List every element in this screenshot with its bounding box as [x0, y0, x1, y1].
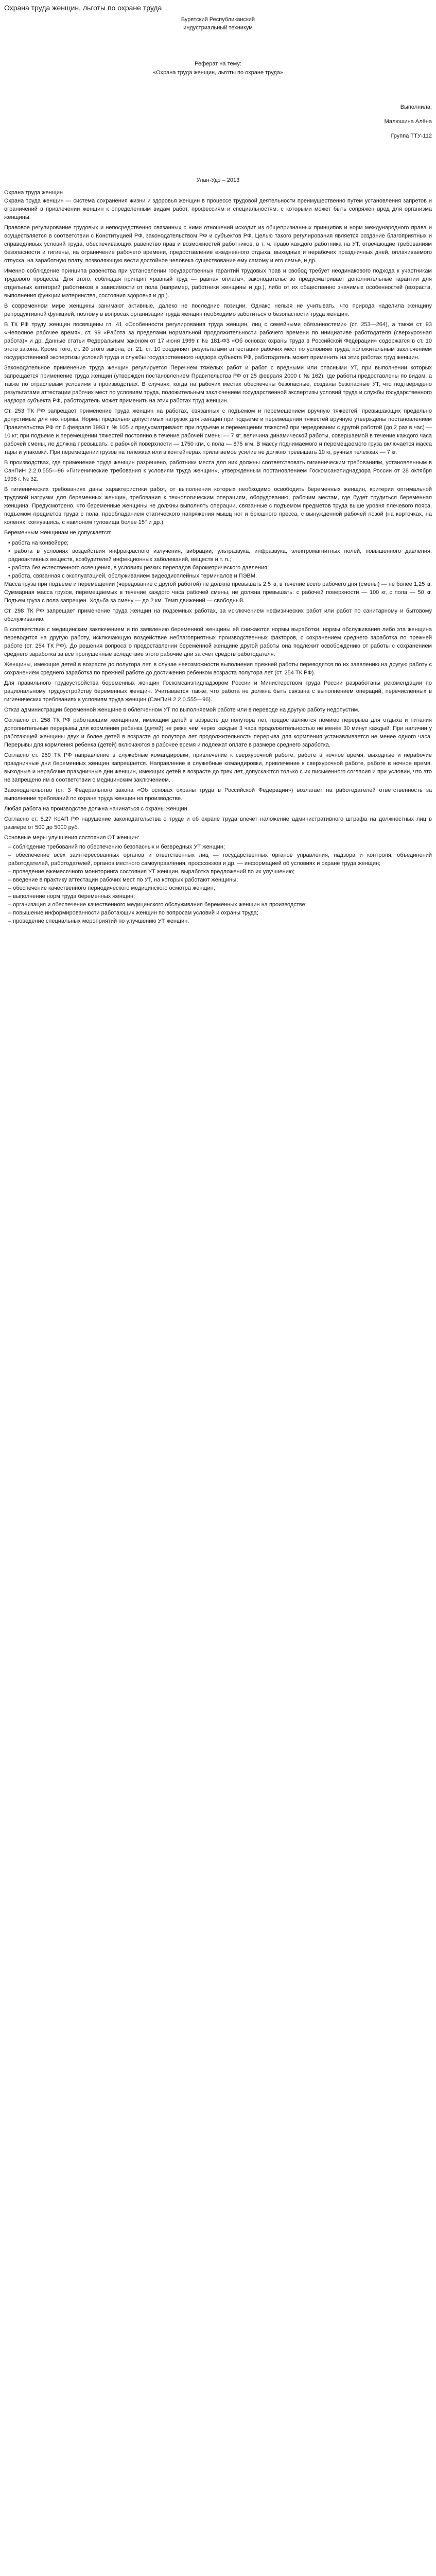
list-item: – выполнение норм труда беременных женщин;: [8, 893, 135, 900]
author-name: Малюшина Алёна: [384, 118, 432, 125]
paragraph: Для правильного трудоустройства беременных женщин Госкомсанэпиднадзором России и Министерством труда России разработаны рекомендации по рациональному трудоустройству беременных женщин. Учитывается также, что работа не должна быть связана с выполнением операций, перечисленных в гигиенических требованиях к условиям труда женщин (СанПиН 2.2.0.555—96).: [4, 680, 432, 703]
document-title: Охрана труда женщин, льготы по охране труда: [4, 4, 162, 12]
paragraph: Беременным женщинам не допускается:: [4, 530, 112, 536]
paragraph: Законодательство (ст. 3 Федерального закона «Об основах охраны труда в Российской Федерации») возлагает на работодателей ответственность за выполнение требований по охране труда женщин на производстве.: [4, 787, 432, 802]
list-item: – организация и обеспечение качественного медицинского обслуживания беременных женщин на производстве;: [8, 902, 307, 908]
paragraph: Масса груза при подъеме и перемещении (чередование с другой работой) не должна превышать 2,5 кг, в течение всего рабочего дня (смены) — не более 1,25 кг. Суммарная масса грузов, перемещаемых в течение каждого часа рабочей смены, не должна превышать: с рабочей поверхности — 100 кг, с пола — 50 кг. Подъем груза с пола запрещен. Ходьба за смену — до 2 км. Темп движений — свободный.: [4, 581, 432, 604]
paragraph: Ст. 298 ТК РФ запрещает применение труда женщин на подземных работах, за исключением нефизических работ или работ по санитарному и бытовому обслуживанию.: [4, 608, 432, 622]
referat-label: Реферат на тему:: [195, 61, 241, 67]
institution-line-2: индустриальный техникум: [183, 25, 253, 31]
paragraph: Отказ администрации беременной женщине в облегченном УТ по выполняемой работе или в переводе на другую работу недопустим.: [4, 707, 360, 713]
section-title: Охрана труда женщин: [4, 190, 63, 196]
done-by-label: Выполнила:: [400, 104, 432, 110]
referat-topic: «Охрана труда женщин, льготы по охране труда»: [153, 70, 283, 76]
body-text: [4, 197, 432, 925]
list-item: – обеспечение всех заинтересованных органов и ответственных лиц — государственных органов управления, надзора и контроля, объединений работодателей, работодателей, органов местного самоуправления, профсоюзов и др. — информацией об условиях и охране труда женщин;: [8, 852, 432, 867]
paragraph: Правовое регулирование трудовых и непосредственно связанных с ними отношений исходит из общепризнанных принципов и норм международного права и осуществляется в соответствии с Конституцией РФ, законодательством РФ и субъектов РФ. Целью такого регулирования является создание благоприятных и справедливых условий труда, обеспечивающих равенство прав и возможностей работников, в т. ч. право каждого работника на УТ, отвечающие требованиям безопасности и гигиены, на ограничение рабочего времени, предоставление ежедневного отдыха, выходных и нерабочих праздничных дней, оплачиваемого отпуска, на заработную плату, позволяющую вести достойное человека существование ему самому и его семье, и др.: [4, 225, 432, 264]
paragraph: Согласно ст. 5.27 КоАП РФ нарушение законодательства о труде и об охране труда влечет наложение административного штрафа на должностных лиц в размере от 500 до 5000 руб.: [4, 816, 432, 831]
list-item: • работа в условиях воздействия инфракрасного излучения, вибрации, ультразвука, инфразвука, электромагнитных полей, повышенного давления, радиоактивных веществ, возбудителей инфекционных заболеваний, веществ и т. п.;: [8, 548, 432, 563]
list-item: – проведение специальных мероприятий по улучшению УТ женщин.: [8, 918, 189, 924]
author-group: Группа ТТУ-112: [391, 133, 432, 139]
paragraph: Согласно ст. 258 ТК РФ работающим женщинам, имеющим детей в возрасте до полутора лет, предоставляются помимо перерыва для отдыха и питания дополнительные перерывы для кормления ребенка (детей) не реже чем через каждые 3 часа продолжительностью не менее 30 минут каждый. При наличии у работающей женщины двух и более детей в возрасте до полутора лет продолжительность перерыва для кормления устанавливается не менее одного часа. Перерывы для кормления ребенка (детей) включаются в рабочее время и подлежат оплате в размере среднего заработка.: [4, 717, 432, 748]
list-item: – обеспечение качественного периодического медицинского осмотра женщин;: [8, 885, 215, 891]
paragraph: Согласно ст. 259 ТК РФ направление в служебные командировки, привлечение к сверхурочной работе, работе в ночное время, выходные и нерабочие праздничные дни беременных женщин запрещается. Направление в служебные командировки, привлечение к сверхурочной работе, работе в ночное время, выходные и нерабочие праздничные дни женщин, имеющих детей в возрасте до трех лет, допускаются только с их письменного согласия и при условии, что это не запрещено им в соответствии с медицинским заключением.: [4, 752, 432, 783]
paragraph: В производствах, где применение труда женщин разрешено, работники места для них должны соответствовать гигиеническим требованиям, установленным в СанПиН 2.2.0.555—96 «Гигиенические требования к условиям труда женщин», утвержденным постановлением Госкомсанэпиднадзора России от 28 октября 1996 г. № 32.: [4, 460, 432, 482]
referat-block: [4, 60, 432, 77]
paragraph: Законодательное применение труда женщин регулируется Перечнем тяжелых работ и работ с вредными или опасными УТ, при выполнении которых запрещается применение труда женщин (утвержден постановлением Правительства РФ от 25 февраля 2000 г. № 162), где работы предоставлены по видам, а также по отраслевым условиям в производствах. В случаях, когда на рабочих местах обеспечены безопасные, созданы безопасные УТ, что подтверждено результатами аттестации рабочих мест по условиям труда, положительным заключением государственной экспертизы условий труда и службы государственного надзора субъекта РФ, работодатель может применить на этих работах труд женщин.: [4, 365, 432, 404]
list-item: – повышение информированности работающих женщин по вопросам условий и охраны труда;: [8, 910, 258, 916]
list-item: – соблюдение требований по обеспечению безопасных и безвредных УТ женщин;: [8, 844, 225, 850]
paragraph: Именно соблюдение принципа равенства при установлении государственных гарантий трудовых прав и свобод требует неодинакового подхода к участникам трудового процесса. Для этого, соблюдая принцип «равный труд — равная оплата», законодательство предусматривает дополнительные гарантии для отдельных категорий работников в зависимости от пола (например, работники женщины и др.), либо от их общественно значимых особенностей (возраста, выполнения функции материнства, состояния здоровья и др.).: [4, 268, 432, 299]
institution-line-1: Бурятский Республиканский: [181, 16, 255, 23]
paragraph: В соответствии с медицинским заключением и по заявлению беременной женщины ей снижаются нормы выработки, нормы обслуживания либо эта женщина переводится на другую работу, исключающую воздействие неблагоприятных производственных факторов, с сохранением среднего заработка по прежней работе (ст. 254 ТК РФ). До решения вопроса о предоставлении беременной женщине другой работы она подлежит освобождению от работы с сохранением среднего заработка за все пропущенные вследствие этого рабочие дни за счет средств работодателя.: [4, 626, 432, 657]
list-item: – введение в практику аттестации рабочих мест по УТ, на которых работают женщины;: [8, 877, 238, 883]
paragraph: В ТК РФ труду женщин посвящены гл. 41 «Особенности регулирования труда женщин, лиц с семейными обязанностями» (ст. 253—264), а также ст. 93 «Неполное рабочее время», ст. 99 «Работа за пределами нормальной продолжительности рабочего времени по инициативе работодателя (сверхурочная работа)» и др. Данные статьи Федеральным законом от 17 июня 1999 г. № 181-ФЗ «Об основах охраны труда в Российской Федерации» содержатся в ст. 10 этого закона. Кроме того, ст. 20 этого закона, ст. 21, ст. 10 соединяет результатами аттестации рабочих мест по условиям труда, положительным заключением государственной экспертизы условий труда и службы государственного надзора субъекта РФ, работодатель может применить на этих работах труд женщин.: [4, 321, 432, 361]
list-item: • работа на конвейере;: [8, 540, 69, 546]
paragraph: Ст. 253 ТК РФ запрещает применение труда женщин на работах, связанных с подъемом и перемещением вручную тяжестей, превышающих предельно допустимые для них нормы. Нормы предельно допустимых нагрузок для женщин при подъеме и перемещении тяжестей вручную утверждены постановлением Правительства РФ от 6 февраля 1993 г. № 105 и предусматривают: при подъеме и перемещении тяжестей при чередовании с другой работой (до 2 раз в час) — 10 кг; при подъеме и перемещении тяжестей постоянно в течение рабочей смены — 7 кг; величина динамической работы, совершаемой в течение каждого часа рабочей смены, не должна превышать: с рабочей поверхности — 1750 кгм, с пола — 875 кгм. В массу поднимаемого и перемещаемого груза включается масса тары и упаковки. При перемещении грузов на тележках или в контейнерах прилагаемое усилие не должно превышать 10 кг, ручных тележках — 7 кг.: [4, 408, 432, 455]
list-item: – проведение ежемесячного мониторинга состояния УТ женщин, выработка предложений по их улучшению;: [8, 869, 295, 875]
paragraph: Охрана труда женщин — система сохранения жизни и здоровья женщин в процессе трудовой деятельности преимущественно путем установления запретов и ограничений в привлечении женщин к определенным видам работ, профессиям и специальностям, с которыми может быть сопряжен вред для организма женщины.: [4, 198, 432, 221]
paragraph: В современном мире женщины занимают активные, далеко не последние позиции. Однако нельзя не учитывать, что природа наделила женщину репродуктивной функцией, поэтому в вопросах организации труда женщин необходимо заботиться о безопасности труда женщин.: [4, 303, 432, 317]
paragraph: В гигиенических требованиях даны характеристики работ, от выполнения которых необходимо освободить беременных женщин, критерии оптимальной трудовой нагрузки для беременных женщин, требования к технологическим операциям, оборудованию, рабочим местам, где будет трудиться беременная женщина. Предусмотрено, что беременные женщины не должны выполнять операции, связанные с подъемом предметов труда выше уровня плечевого пояса, подъемом предметов труда с пола, преобладанием статического напряжения мышц ног и брюшного пресса, с вынужденной рабочей позой (на корточках, на коленях, согнувшись, с наклоном туловища более 15° и др.).: [4, 486, 432, 526]
paragraph: Любая работа на производстве должна начинаться с охраны женщин.: [4, 806, 189, 812]
list-item: • работа, связанная с эксплуатацией, обслуживанием видеодисплейных терминалов и ПЭВМ.: [8, 573, 257, 579]
author-block: [4, 103, 432, 140]
city-year: Улан-Удэ – 2013: [196, 177, 240, 183]
paragraph: Женщины, имеющие детей в возрасте до полутора лет, в случае невозможности выполнения прежней работы переводятся по их заявлению на другую работу с сохранением среднего заработка по прежней работе до достижения ребенком возраста полутора лет (ст. 254 ТК РФ).: [4, 662, 432, 676]
list-item: • работа без естественного освещения, в условиях резких перепадов барометрического давления;: [8, 565, 269, 571]
measures-heading: Основные меры улучшения состояния ОТ женщин:: [4, 835, 139, 841]
